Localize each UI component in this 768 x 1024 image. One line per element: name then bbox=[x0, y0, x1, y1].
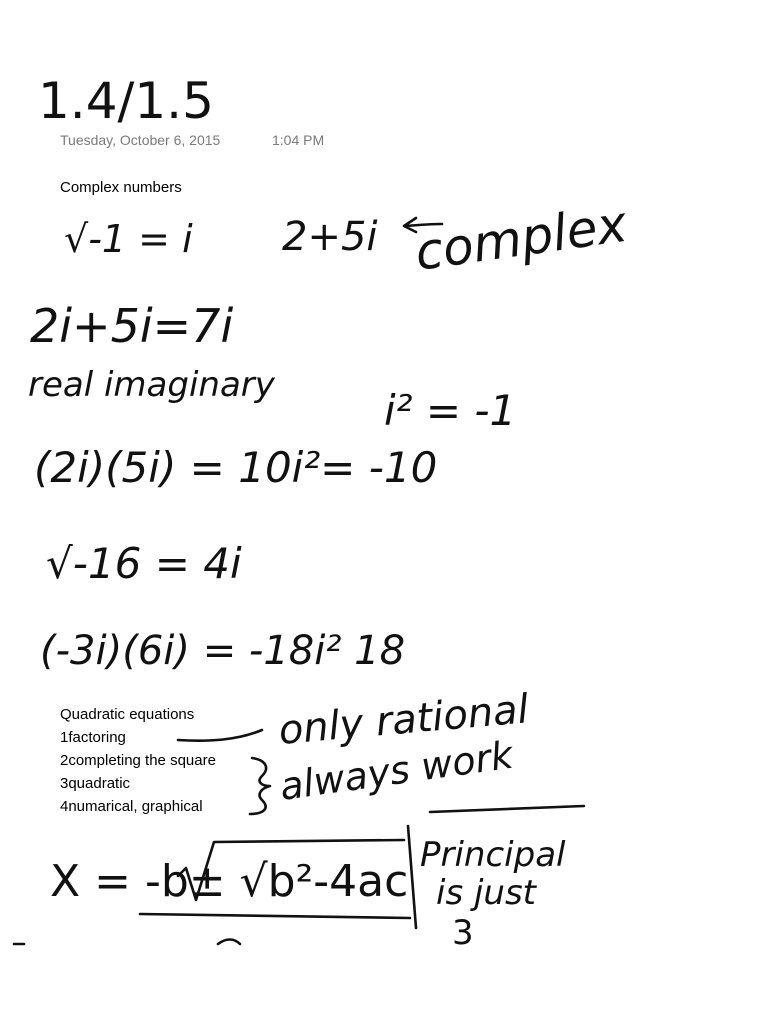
method-item: 2completing the square bbox=[60, 752, 216, 769]
side-note-line: Principal bbox=[420, 835, 566, 875]
handwritten-title: 1.4/1.5 bbox=[38, 72, 214, 130]
method-item: 4numarical, graphical bbox=[60, 798, 203, 815]
side-note-line: 3 bbox=[452, 913, 474, 953]
fraction-bar bbox=[140, 914, 410, 918]
method-item: 3quadratic bbox=[60, 775, 131, 792]
eq-sum: 2i+5i=7i bbox=[30, 299, 234, 353]
eq-i-squared: i² = -1 bbox=[384, 386, 517, 435]
note-always-work: always work bbox=[277, 732, 516, 809]
quadratic-heading: Quadratic equations bbox=[60, 706, 195, 723]
eq-example-complex: 2+5i bbox=[282, 214, 378, 260]
note-date: Tuesday, October 6, 2015 bbox=[60, 132, 221, 148]
note-only-rational: only rational bbox=[276, 686, 531, 754]
side-note-line: is just bbox=[436, 873, 537, 913]
complex-numbers-heading: Complex numbers bbox=[60, 179, 182, 196]
denominator-stroke bbox=[218, 940, 240, 945]
eq-product: (2i)(5i) = 10i²= -10 bbox=[34, 443, 438, 492]
vertical-separator bbox=[408, 826, 416, 928]
note-real-imaginary: real imaginary bbox=[28, 365, 275, 405]
eq-sqrt-minus-one: √-1 = i bbox=[64, 217, 193, 261]
brace-icon bbox=[250, 758, 270, 814]
pointer-line bbox=[178, 730, 262, 741]
note-time: 1:04 PM bbox=[272, 132, 325, 148]
eq-product-two: (-3i)(6i) = -18i² 18 bbox=[40, 628, 406, 674]
label-complex: complex bbox=[411, 194, 631, 282]
eq-quadratic-formula: X = -b± √b²-4ac bbox=[50, 856, 409, 907]
eq-sqrt-minus-sixteen: √-16 = 4i bbox=[46, 539, 242, 588]
method-item: 1factoring bbox=[60, 729, 126, 746]
divider-line bbox=[430, 806, 584, 812]
